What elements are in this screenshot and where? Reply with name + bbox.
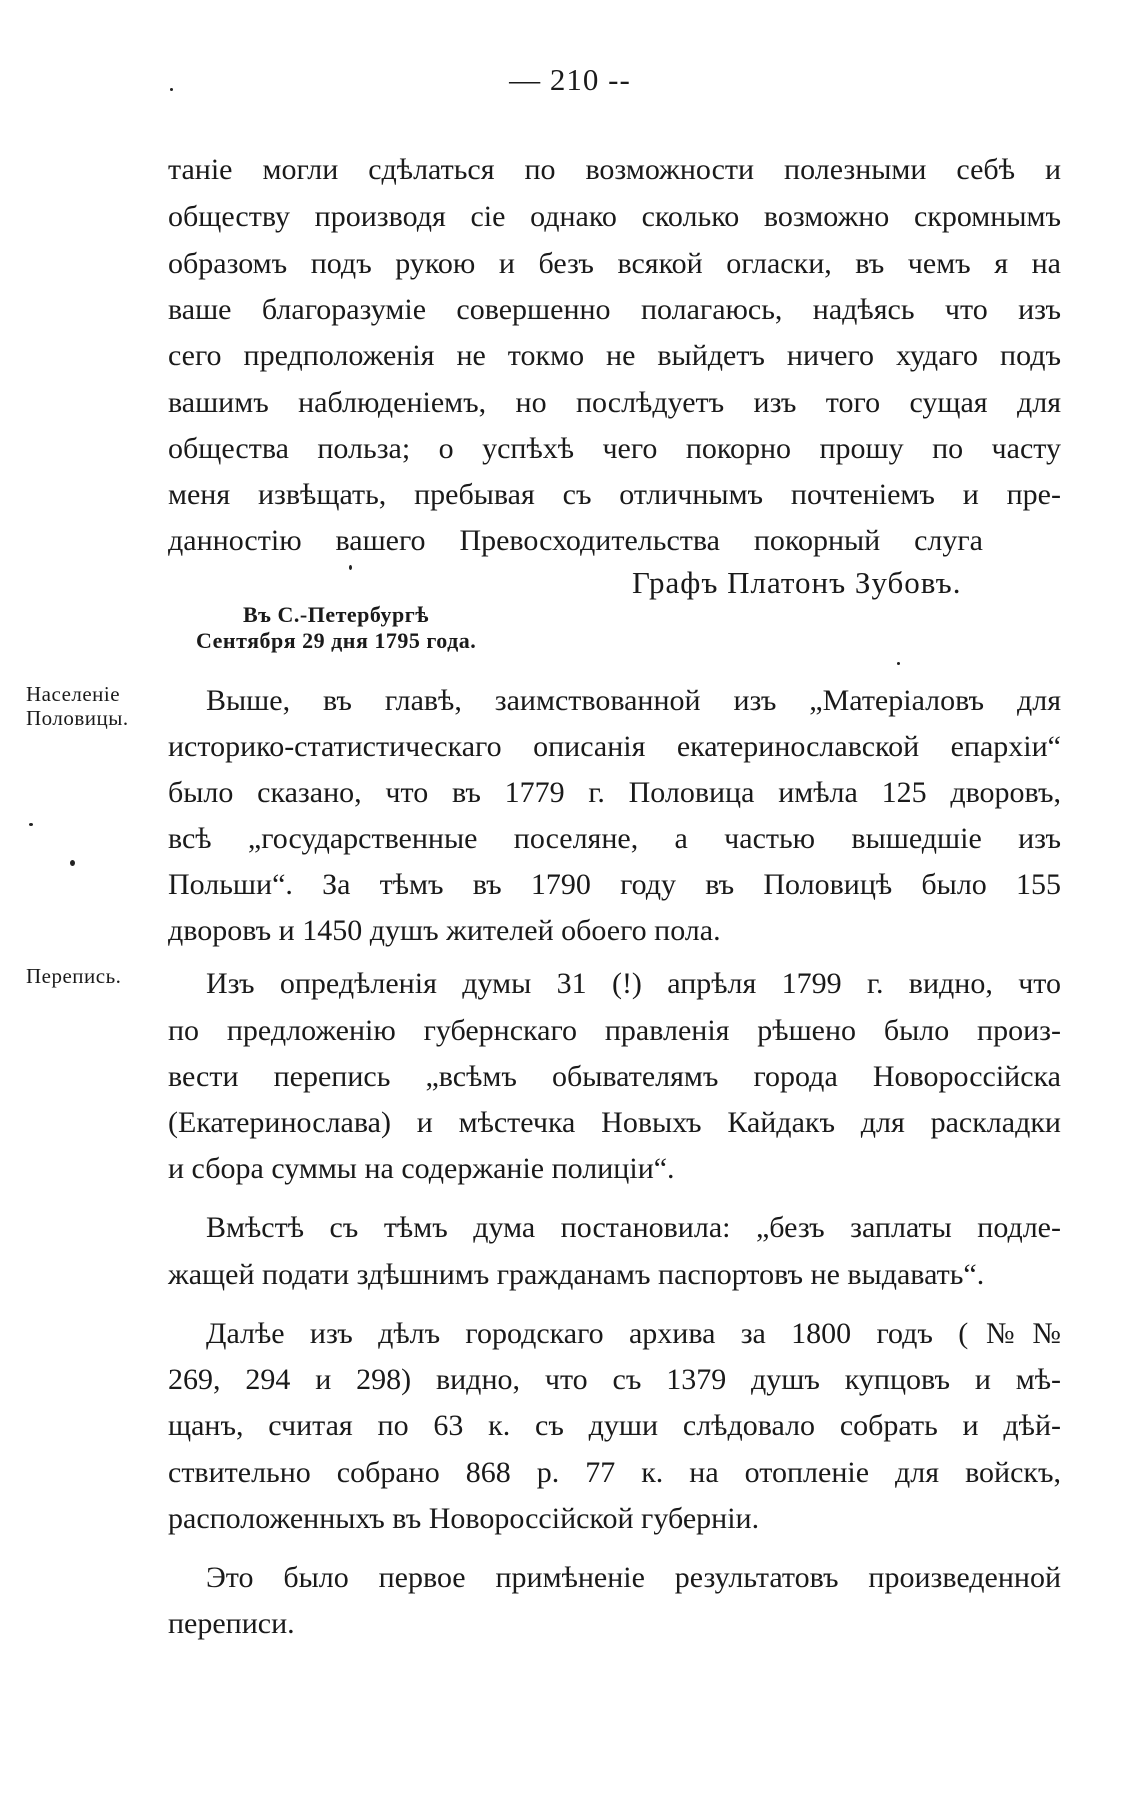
text-line: ствительно собрано 868 р. 77 к. на отопленіе для войскъ, [168,1456,1061,1489]
text-line: (Екатеринослава) и мѣстечка Новыхъ Кайдакъ для раскладки [168,1106,1061,1139]
text-line: Выше, въ главѣ, заимствованной изъ „Матеріаловъ для [206,684,1061,717]
text-line: вести перепись „всѣмъ обывателямъ города Новороссійска [168,1060,1061,1093]
text-line: Далѣе изъ дѣлъ городскаго архива за 1800 годъ (№№ [206,1317,1061,1350]
margin-note-line: Половицы. [26,706,129,730]
scan-speck [170,88,173,91]
text-line: общества польза; о успѣхѣ чего покорно прошу по часту [168,432,1061,465]
margin-note-line: Населеніе [26,682,121,706]
letter-date: Сентября 29 дня 1795 года. [196,628,477,653]
text-line: дворовъ и 1450 душъ жителей обоего пола. [168,914,721,947]
page-number: — 210 -- [509,62,631,97]
text-line: ваше благоразуміе совершенно полагаюсь, надѣясь что изъ [168,293,1061,326]
signature: Графъ Платонъ Зубовъ. [632,565,962,600]
text-line: меня извѣщать, пребывая съ отличнымъ почтеніемъ и пре- [168,478,1061,511]
text-line: щанъ, считая по 63 к. съ души слѣдовало собрать и дѣй- [168,1409,1061,1442]
scan-speck [349,565,352,570]
text-line: расположенныхъ въ Новороссійской губерніи. [168,1502,760,1535]
text-line: переписи. [168,1607,295,1640]
text-line: по предложенію губернскаго правленія рѣшено было произ- [168,1014,1061,1047]
text-line: Польши“. За тѣмъ въ 1790 году въ Половицѣ было 155 [168,868,1061,901]
text-line: данностію вашего Превосходительства покорный слуга [168,524,983,557]
text-line: обществу производя сіе однако сколько возможно скромнымъ [168,200,1061,233]
margin-note-census: Перепись. [26,964,122,988]
text-line: образомъ подъ рукою и безъ всякой огласки, въ чемъ я на [168,247,1061,280]
text-line: Вмѣстѣ съ тѣмъ дума постановила: „безъ заплаты подле- [206,1211,1061,1244]
text-line: 269, 294 и 298) видно, что съ 1379 душъ купцовъ и мѣ- [168,1363,1061,1396]
text-line: всѣ „государственные поселяне, а частью вышедшіе изъ [168,822,1061,855]
text-line: сего предположенія не токмо не выйдетъ ничего худаго подъ [168,339,1061,372]
text-line: вашимъ наблюденіемъ, но послѣдуетъ изъ того сущая для [168,386,1061,419]
scan-speck [897,662,900,665]
text-line: и сбора суммы на содержаніе полиціи“. [168,1152,675,1185]
margin-note-population [26,682,129,730]
text-line: жащей подати здѣшнимъ гражданамъ паспортовъ не выдавать“. [168,1258,985,1291]
scan-speck [70,860,75,866]
text-line: историко-статистическаго описанія екатеринославской епархіи“ [168,730,1061,763]
text-line: Это было первое примѣненіе результатовъ произведенной [206,1561,1061,1594]
scan-speck [29,823,33,826]
text-line: было сказано, что въ 1779 г. Половица имѣла 125 дворовъ, [168,776,1061,809]
text-line: таніе могли сдѣлаться по возможности полезными себѣ и [168,153,1061,186]
letter-place: Въ С.-Петербургѣ [243,602,429,627]
text-line: Изъ опредѣленія думы 31 (!) апрѣля 1799 г. видно, что [206,967,1061,1000]
